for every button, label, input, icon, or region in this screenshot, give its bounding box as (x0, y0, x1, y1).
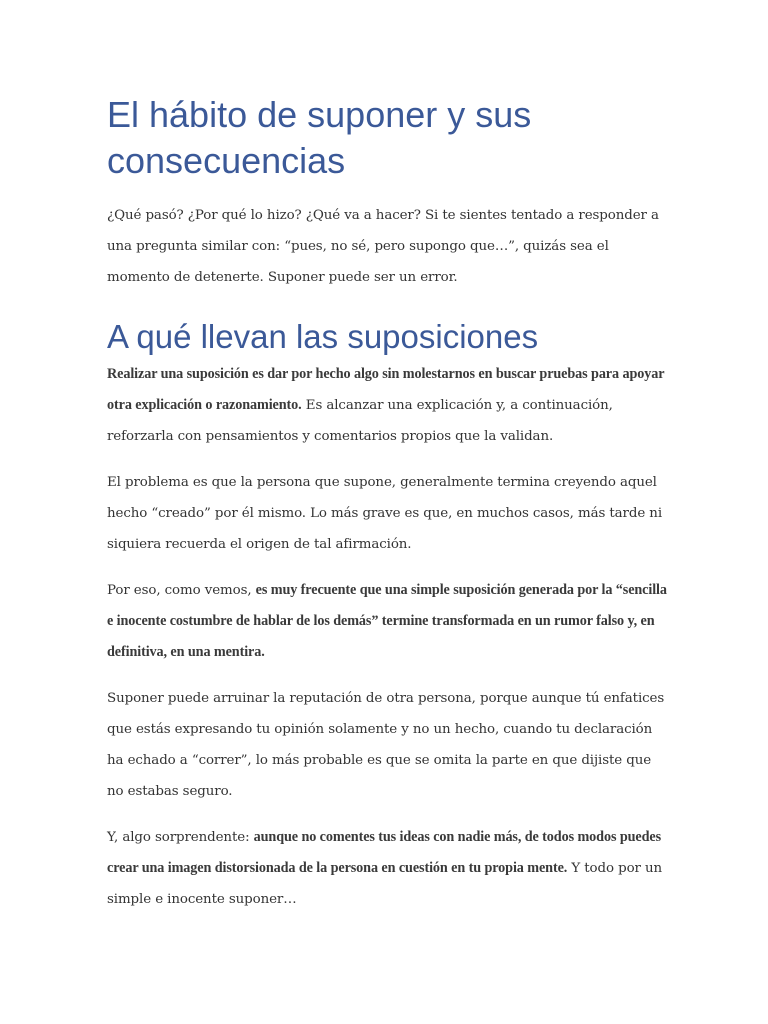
paragraph-3-bold: es muy frecuente que una simple suposición generada por la “sencilla e inocente costumbre de hablar de los demás” termine transformada en un rumor falso y, en definitiva, en una mentira. (107, 582, 667, 660)
paragraph-1-text: Es alcanzar una explicación y, a continuación, reforzarla con pensamientos y comentarios propios que la validan. (107, 398, 613, 444)
section-heading: A qué llevan las suposiciones (107, 318, 539, 355)
paragraph-5-bold: aunque no comentes tus ideas con nadie más, de todos modos puedes crear una imagen distorsionada de la persona en cuestión en tu propia mente. (107, 829, 662, 876)
paragraph-2: El problema es que la persona que supone, generalmente termina creyendo aquel hecho “creado” por él mismo. Lo más grave es que, en muchos casos, más tarde ni siquiera recuerda el origen de tal afirmación. (107, 475, 663, 552)
paragraph-3-text: Por eso, como vemos, (107, 583, 256, 598)
paragraph-5-text-after: Y todo por un simple e inocente suponer… (107, 861, 663, 907)
article-title: El hábito de suponer y sus consecuencias (107, 94, 532, 181)
intro-paragraph: ¿Qué pasó? ¿Por qué lo hizo? ¿Qué va a hacer? Si te sientes tentado a responder a una pregunta similar con: “pues, no sé, pero supongo que…”, quizás sea el momento de detenerte. Suponer puede ser un error. (107, 208, 659, 285)
paragraph-3 (107, 575, 667, 668)
paragraph-4: Suponer puede arruinar la reputación de otra persona, porque aunque tú enfatices que estás expresando tu opinión solamente y no un hecho, cuando tu declaración ha echado a “correr”, lo más probable es que se omita la parte en que dijiste que no estabas seguro. (107, 691, 665, 799)
paragraph-1-bold: Realizar una suposición es dar por hecho algo sin molestarnos en buscar pruebas para apoyar otra explicación o razonamiento. (107, 366, 665, 413)
paragraph-5 (107, 822, 667, 915)
paragraph-1 (107, 359, 667, 452)
paragraph-5-text-before: Y, algo sorprendente: (107, 830, 254, 845)
article (107, 92, 667, 915)
